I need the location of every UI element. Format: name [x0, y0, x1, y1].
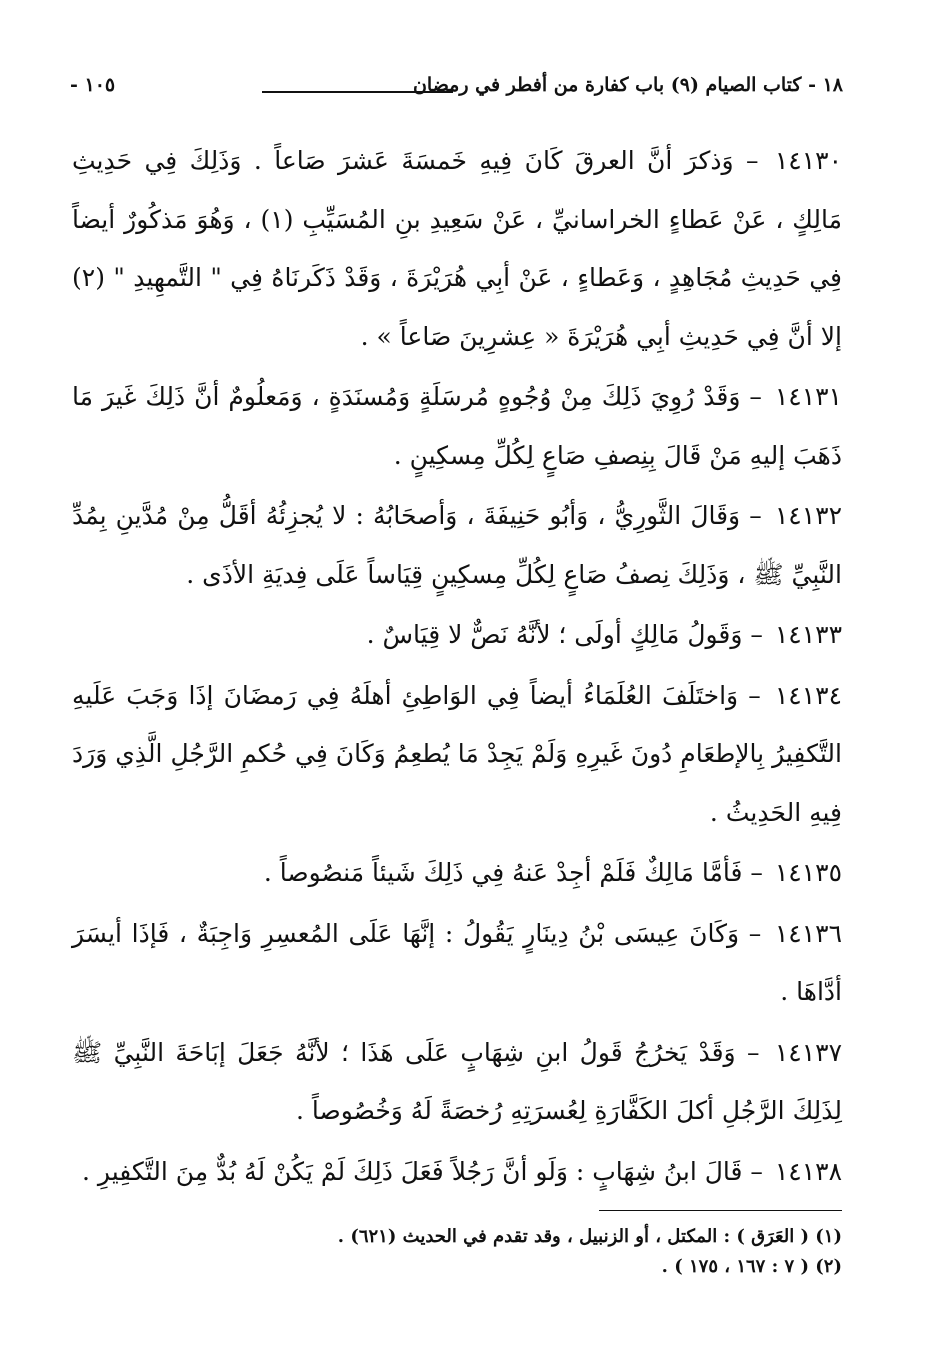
footnote-rule — [599, 1210, 842, 1211]
paragraph-text: – وَقَدْ رُوِيَ ذَلِكَ مِنْ وُجُوهٍ مُرسَلَةٍ وَمُسنَدَةٍ ، وَمَعلُومٌ أنَّ ذَلِكَ غَيرَ مَا ذَهَبَ إليهِ مَنْ قَالَ بِنِصفِ صَاعٍ لِكُلِّ مِسكِينٍ . — [72, 382, 842, 470]
paragraph — [72, 844, 842, 903]
paragraph-text: – وَقَالَ الثَّورِيُّ ، وَأبُو حَنِيفَةَ ، وَأصحَابُهُ : لا يُجزِئُهُ أقَلُّ مِنْ مُدَّينِ بِمُدِّ النَّبِيِّ ﷺ ، وَذَلِكَ نِصفُ صَاعٍ لِكُلِّ مِسكِينٍ قِيَاساً عَلَى فِديَةِ الأذَى . — [72, 501, 842, 589]
chapter-title: ١٨ - كتاب الصيام (٩) باب كفارة من أفطر في رمضان — [412, 74, 843, 96]
paragraph-number: ١٤١٣٦ — [774, 918, 842, 948]
paragraph — [72, 487, 842, 604]
footnotes — [240, 1222, 842, 1282]
paragraph — [72, 606, 842, 665]
paragraph — [72, 1143, 842, 1202]
running-header — [70, 72, 843, 108]
paragraph-text: – وَقَولُ مَالِكٍ أولَى ؛ لأنَّهُ نَصٌّ لا قِيَاسٌ . — [366, 620, 763, 649]
page-number: ١٠٥ - — [70, 74, 116, 96]
paragraph — [72, 368, 842, 485]
paragraph — [72, 132, 842, 366]
paragraph-text: – وَكَانَ عِيسَى بْنُ دِينَارٍ يَقُولُ : إنَّهَا عَلَى المُعسِرِ وَاجِبَةٌ ، فَإذَا أيسَرَ أدَّاهَا . — [72, 918, 842, 1006]
paragraph-number: ١٤١٣٢ — [774, 501, 842, 530]
paragraph-text: – وَقَدْ يَخرُجُ قَولُ ابنِ شِهَابٍ عَلَى هَذَا ؛ لأنَّهُ جَعَلَ إبَاحَةَ النَّبِيِّ ﷺ لِذَلِكَ الرَّجُلِ أكلَ الكَفَّارَةِ لِعُسرَتِهِ رُخصَةً لَهُ وَخُصُوصاً . — [72, 1037, 842, 1125]
paragraph-number: ١٤١٣٧ — [774, 1037, 842, 1067]
paragraph — [72, 667, 842, 843]
paragraph-text: – قَالَ ابنُ شِهَابٍ : وَلَو أنَّ رَجُلاً فَعَلَ ذَلِكَ لَمْ يَكُنْ لَهُ بُدٌّ مِنَ التَّكفِيرِ . — [82, 1156, 763, 1186]
paragraph-number: ١٤١٣٠ — [774, 146, 842, 175]
paragraph-text: – وَاختَلَفَ العُلَمَاءُ أيضاً فِي الوَاطِئِ أهلَهُ فِي رَمضَانَ إذَا وَجَبَ عَلَيهِ التَّكفِيرُ بِالإطعَامِ دُونَ غَيرِهِ وَلَمْ يَجِدْ مَا يُطعِمُ وَكَانَ فِي حُكمِ الرَّجُلِ الَّذِي وَرَدَ فِيهِ الحَدِيثُ . — [72, 680, 842, 827]
paragraph-number: ١٤١٣٤ — [774, 680, 843, 710]
paragraph-number: ١٤١٣٥ — [774, 858, 842, 887]
footnote: (١) ( العَرَق ) : المكتل ، أو الزنبيل ، وقد تقدم في الحديث (٦٢١) . — [337, 1226, 842, 1247]
paragraph-number: ١٤١٣٣ — [774, 620, 842, 649]
paragraph — [72, 1024, 842, 1141]
paragraph-text: – وَذكرَ أنَّ العرقَ كَانَ فِيهِ خَمسَةَ عَشرَ صَاعاً . وَذَلِكَ فِي حَدِيثِ مَالِكٍ ، عَنْ عَطاءٍ الخراسانيِّ ، عَنْ سَعِيدِ بنِ المُسَيِّبِ (١) ، وَهُوَ مَذكُورٌ أيضاً فِي حَدِيثِ مُجَاهِدٍ ، وَعَطاءٍ ، عَنْ أبِي هُرَيْرَةَ ، وَقَدْ ذَكَرنَاهُ فِي " التَّمهِيدِ " (٢) إلا أنَّ فِي حَدِيثِ أبِي هُرَيْرَةَ « عِشرِينَ صَاعاً » . — [72, 146, 842, 351]
paragraph-text: – فَأمَّا مَالِكٌ فَلَمْ أجِدْ عَنهُ فِي ذَلِكَ شَيئاً مَنصُوصاً . — [263, 858, 763, 887]
paragraph-number: ١٤١٣٨ — [774, 1156, 842, 1186]
main-text — [72, 132, 842, 1203]
paragraph — [72, 905, 842, 1022]
paragraph-number: ١٤١٣١ — [774, 382, 842, 411]
header-rule — [262, 91, 453, 93]
footnote: (٢) ( ٧ : ١٦٧ ، ١٧٥ ) . — [661, 1256, 842, 1277]
